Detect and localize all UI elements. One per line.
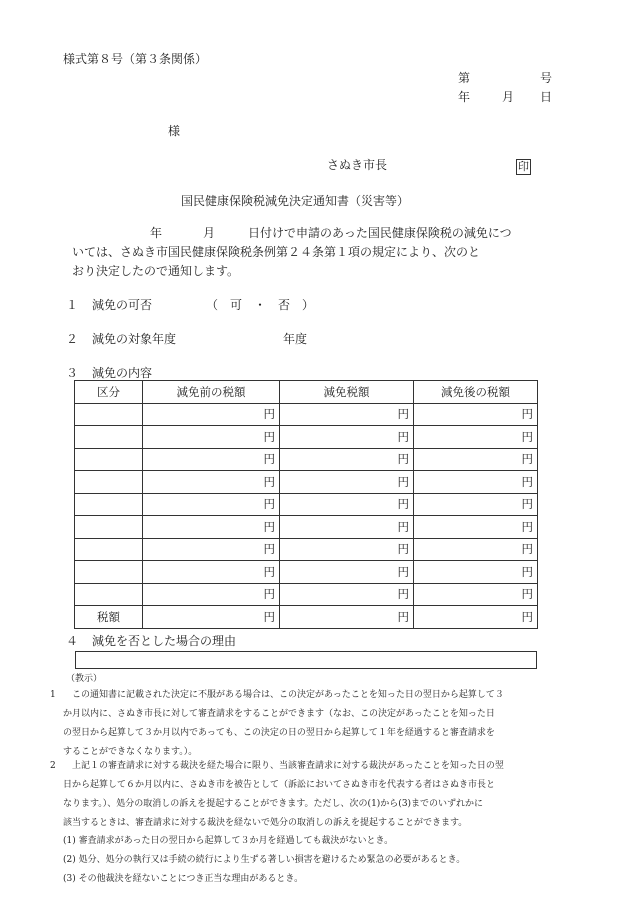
table-row bbox=[75, 471, 538, 494]
table-row bbox=[75, 493, 538, 516]
yen-unit: 円 bbox=[397, 609, 409, 624]
yen-unit: 円 bbox=[397, 542, 409, 557]
before-amount-cell[interactable] bbox=[143, 403, 280, 426]
after-amount-cell[interactable] bbox=[414, 561, 538, 584]
notice-sub1: (1) 審査請求があった日の翌日から起算して３か月を経過しても裁決がないとき。 bbox=[63, 836, 394, 846]
item4-number: ４ bbox=[66, 634, 79, 648]
yen-unit: 円 bbox=[397, 452, 409, 467]
date-day-label: 日 bbox=[540, 90, 553, 104]
header-category: 区分 bbox=[75, 381, 143, 404]
yen-unit: 円 bbox=[521, 474, 533, 489]
table-row bbox=[75, 448, 538, 471]
form-number: 様式第８号（第３条関係） bbox=[63, 52, 208, 66]
category-cell[interactable] bbox=[75, 426, 143, 449]
reduction-amount-cell[interactable] bbox=[280, 561, 414, 584]
yen-unit: 円 bbox=[521, 519, 533, 534]
yen-unit: 円 bbox=[263, 542, 275, 557]
sender-name: さぬき市長 bbox=[327, 158, 388, 172]
before-amount-cell[interactable] bbox=[143, 471, 280, 494]
date-month-label: 月 bbox=[502, 90, 515, 104]
category-cell[interactable] bbox=[75, 583, 143, 606]
item1-number: １ bbox=[66, 298, 79, 312]
reduction-amount-cell[interactable] bbox=[280, 583, 414, 606]
yen-unit: 円 bbox=[263, 474, 275, 489]
notice-p1-line4: することができなくなります。）。 bbox=[63, 747, 198, 757]
before-amount-cell[interactable] bbox=[143, 448, 280, 471]
notice-sub2: (2) 処分、処分の執行又は手続の続行により生ずる著しい損害を避けるため緊急の必要があるとき。 bbox=[63, 855, 466, 865]
notice-heading: （教示） bbox=[66, 674, 103, 684]
before-amount-cell[interactable] bbox=[143, 426, 280, 449]
after-amount-cell[interactable] bbox=[414, 448, 538, 471]
intro-month: 月 bbox=[203, 226, 216, 240]
number-suffix: 号 bbox=[540, 71, 553, 85]
before-amount-cell[interactable] bbox=[143, 606, 280, 629]
after-amount-cell[interactable] bbox=[414, 606, 538, 629]
after-amount-cell[interactable] bbox=[414, 471, 538, 494]
notice-p1-line1: この通知書に記載された決定に不服がある場合は、この決定があったことを知った日の翌日から起算して３ bbox=[72, 690, 504, 700]
yen-unit: 円 bbox=[397, 474, 409, 489]
yen-unit: 円 bbox=[397, 587, 409, 602]
reduction-amount-cell[interactable] bbox=[280, 403, 414, 426]
notice-p2-number: 2 bbox=[50, 761, 56, 771]
intro-year: 年 bbox=[150, 226, 163, 240]
yen-unit: 円 bbox=[521, 429, 533, 444]
yen-unit: 円 bbox=[263, 519, 275, 534]
category-cell[interactable] bbox=[75, 561, 143, 584]
document-title: 国民健康保険税減免決定通知書（災害等） bbox=[181, 194, 410, 208]
item2-value: 年度 bbox=[283, 332, 308, 346]
yen-unit: 円 bbox=[263, 609, 275, 624]
item3-label: 減免の内容 bbox=[92, 366, 153, 380]
item4-label: 減免を否とした場合の理由 bbox=[92, 634, 237, 648]
date-year-label: 年 bbox=[458, 90, 471, 104]
yen-unit: 円 bbox=[521, 407, 533, 422]
item2-number: ２ bbox=[66, 332, 79, 346]
yen-unit: 円 bbox=[521, 542, 533, 557]
category-cell[interactable] bbox=[75, 403, 143, 426]
yen-unit: 円 bbox=[263, 407, 275, 422]
table-row bbox=[75, 561, 538, 584]
reduction-amount-cell[interactable] bbox=[280, 516, 414, 539]
notice-p1-number: 1 bbox=[50, 690, 56, 700]
after-amount-cell[interactable] bbox=[414, 516, 538, 539]
yen-unit: 円 bbox=[521, 497, 533, 512]
intro-line2: いては、さぬき市国民健康保険税条例第２４条第１項の規定により、次のと bbox=[72, 245, 481, 259]
table-body bbox=[75, 403, 538, 628]
table-row bbox=[75, 538, 538, 561]
before-amount-cell[interactable] bbox=[143, 583, 280, 606]
yen-unit: 円 bbox=[397, 429, 409, 444]
reduction-amount-cell[interactable] bbox=[280, 448, 414, 471]
total-row-label: 税額 bbox=[75, 606, 143, 629]
yen-unit: 円 bbox=[521, 609, 533, 624]
notice-p1-line2: か月以内に、さぬき市長に対して審査請求をすることができます（なお、この決定があったことを知った日 bbox=[63, 709, 495, 719]
item1-label: 減免の可否 bbox=[92, 298, 153, 312]
reduction-amount-cell[interactable] bbox=[280, 493, 414, 516]
after-amount-cell[interactable] bbox=[414, 493, 538, 516]
reduction-amount-cell[interactable] bbox=[280, 538, 414, 561]
before-amount-cell[interactable] bbox=[143, 493, 280, 516]
yen-unit: 円 bbox=[397, 564, 409, 579]
yen-unit: 円 bbox=[263, 452, 275, 467]
reduction-amount-cell[interactable] bbox=[280, 471, 414, 494]
after-amount-cell[interactable] bbox=[414, 403, 538, 426]
yen-unit: 円 bbox=[521, 452, 533, 467]
seal-mark bbox=[516, 155, 531, 175]
notice-sub3: (3) その他裁決を経ないことにつき正当な理由があるとき。 bbox=[63, 874, 304, 884]
yen-unit: 円 bbox=[521, 564, 533, 579]
table-row bbox=[75, 403, 538, 426]
reason-input-box[interactable] bbox=[75, 651, 537, 669]
header-after-amount: 減免後の税額 bbox=[414, 381, 538, 404]
tax-table bbox=[74, 380, 538, 629]
intro-line1: 日付けで申請のあった国民健康保険税の減免につ bbox=[248, 226, 512, 240]
item1-value: （ 可 ・ 否 ） bbox=[206, 298, 315, 312]
table-row bbox=[75, 583, 538, 606]
yen-unit: 円 bbox=[263, 497, 275, 512]
notice-p2-line4: 該当するときは、審査請求に対する裁決を経ないで処分の取消しの訴えを提起することができます。 bbox=[63, 818, 468, 828]
before-amount-cell[interactable] bbox=[143, 516, 280, 539]
yen-unit: 円 bbox=[263, 429, 275, 444]
notice-p2-line2: 日から起算して６か月以内に、さぬき市を被告として（訴訟においてさぬき市を代表する者はさぬき市長と bbox=[63, 780, 496, 790]
table-header-row bbox=[75, 381, 538, 404]
reduction-amount-cell[interactable] bbox=[280, 426, 414, 449]
table-row bbox=[75, 426, 538, 449]
before-amount-cell[interactable] bbox=[143, 538, 280, 561]
item3-number: ３ bbox=[66, 366, 79, 380]
notice-p1-line3: の翌日から起算して３か月以内であっても、この決定の日の翌日から起算して１年を経過すると審査請求を bbox=[63, 728, 495, 738]
seal-label: 印 bbox=[518, 160, 529, 173]
header-before-amount: 減免前の税額 bbox=[143, 381, 280, 404]
category-cell[interactable] bbox=[75, 516, 143, 539]
after-amount-cell[interactable] bbox=[414, 426, 538, 449]
yen-unit: 円 bbox=[263, 587, 275, 602]
yen-unit: 円 bbox=[263, 564, 275, 579]
table-row bbox=[75, 516, 538, 539]
yen-unit: 円 bbox=[397, 497, 409, 512]
category-cell[interactable] bbox=[75, 493, 143, 516]
before-amount-cell[interactable] bbox=[143, 561, 280, 584]
yen-unit: 円 bbox=[521, 587, 533, 602]
intro-line3: おり決定したので通知します。 bbox=[72, 264, 240, 278]
category-cell[interactable] bbox=[75, 538, 143, 561]
item2-label: 減免の対象年度 bbox=[92, 332, 177, 346]
header-reduction-amount: 減免税額 bbox=[280, 381, 414, 404]
category-cell[interactable] bbox=[75, 448, 143, 471]
category-cell[interactable] bbox=[75, 471, 143, 494]
reduction-amount-cell[interactable] bbox=[280, 606, 414, 629]
notice-p2-line3: なります。）、処分の取消しの訴えを提起することができます。ただし、次の(1)から(3)までのいずれかに bbox=[63, 799, 484, 809]
after-amount-cell[interactable] bbox=[414, 583, 538, 606]
after-amount-cell[interactable] bbox=[414, 538, 538, 561]
notice-p2-line1: 上記１の審査請求に対する裁決を経た場合に限り、当該審査請求に対する裁決があったことを知った日の翌 bbox=[72, 761, 504, 771]
table-total-row bbox=[75, 606, 538, 629]
number-prefix: 第 bbox=[458, 71, 471, 85]
addressee-suffix: 様 bbox=[168, 124, 181, 138]
yen-unit: 円 bbox=[397, 519, 409, 534]
yen-unit: 円 bbox=[397, 407, 409, 422]
